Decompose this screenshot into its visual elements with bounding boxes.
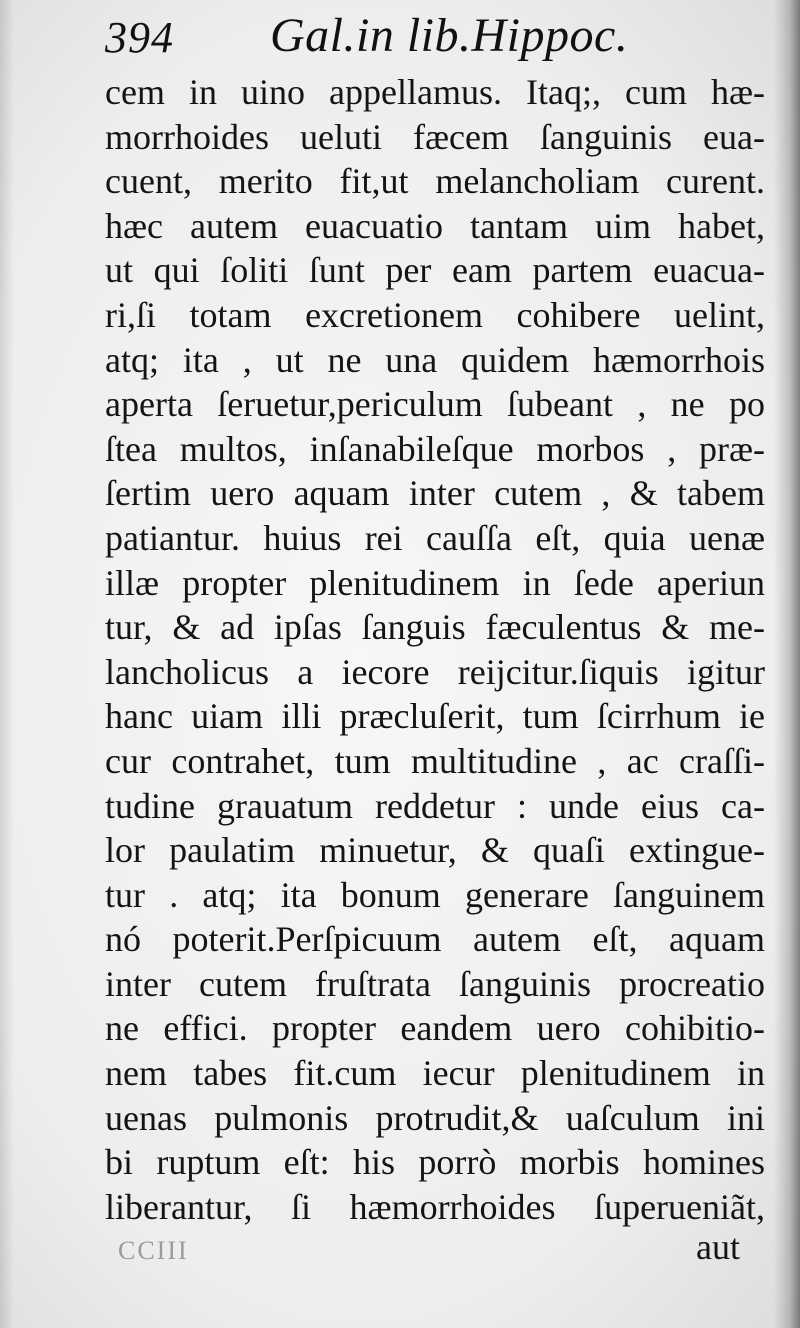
page-header	[105, 8, 755, 68]
text-line: liberantur, ſi hæmorrhoides ſuperueniãt,	[105, 1186, 765, 1227]
text-line: ſtea multos, inſanabileſque morbos , præ-	[105, 428, 765, 469]
text-line: ne effici. propter eandem uero cohibitio-	[105, 1008, 765, 1049]
text-line: tur, & ad ipſas ſanguis fæculentus & me-	[105, 607, 765, 648]
text-line: patiantur. huius rei cauſſa eſt, quia uenæ	[105, 517, 765, 558]
text-line: tudine grauatum reddetur : unde eius ca-	[105, 785, 765, 826]
text-line: inter cutem fruſtrata ſanguinis procreatio	[105, 963, 765, 1004]
running-title: Gal.in lib.Hippoc.	[270, 9, 629, 62]
text-line: ut qui ſoliti ſunt per eam partem euacua-	[105, 250, 765, 291]
page-edge-shadow	[774, 0, 800, 1328]
text-line: morrhoides ueluti fæcem ſanguinis eua-	[105, 116, 765, 157]
catchword: aut	[696, 1227, 740, 1267]
text-line: lor paulatim minuetur, & quaſi extingue-	[105, 830, 765, 871]
body-text	[105, 70, 765, 1229]
text-line: aperta ſeruetur,periculum ſubeant , ne po	[105, 384, 765, 425]
text-line: nó poterit.Perſpicuum autem eſt, aquam	[105, 919, 765, 960]
text-line: lancholicus a iecore reijcitur.ſiquis igitur	[105, 651, 765, 692]
text-line: hæc autem euacuatio tantam uim habet,	[105, 205, 765, 246]
signature-mark: CCIII	[118, 1236, 189, 1265]
text-line: tur . atq; ita bonum generare ſanguinem	[105, 874, 765, 915]
text-line: bi ruptum eſt: his porrò morbis homines	[105, 1142, 765, 1183]
text-line: uenas pulmonis protrudit,& uaſculum ini	[105, 1097, 765, 1138]
text-line: ſertim uero aquam inter cutem , & tabem	[105, 473, 765, 514]
page-gutter-shadow	[0, 0, 14, 1328]
text-line: nem tabes fit.cum iecur plenitudinem in	[105, 1053, 765, 1094]
text-line: illæ propter plenitudinem in ſede aperiun	[105, 562, 765, 603]
text-line: cuent, merito fit,ut melancholiam curent.	[105, 161, 765, 202]
text-line: atq; ita , ut ne una quidem hæmorrhois	[105, 339, 765, 380]
page-number: 394	[105, 13, 174, 62]
text-line: hanc uiam illi præcluſerit, tum ſcirrhum ie	[105, 696, 765, 737]
text-line: cur contrahet, tum multitudine , ac craſſi-	[105, 740, 765, 781]
text-line: cem in uino appellamus. Itaq;, cum hæ-	[105, 72, 765, 112]
text-line: ri,ſi totam excretionem cohibere uelint,	[105, 294, 765, 335]
